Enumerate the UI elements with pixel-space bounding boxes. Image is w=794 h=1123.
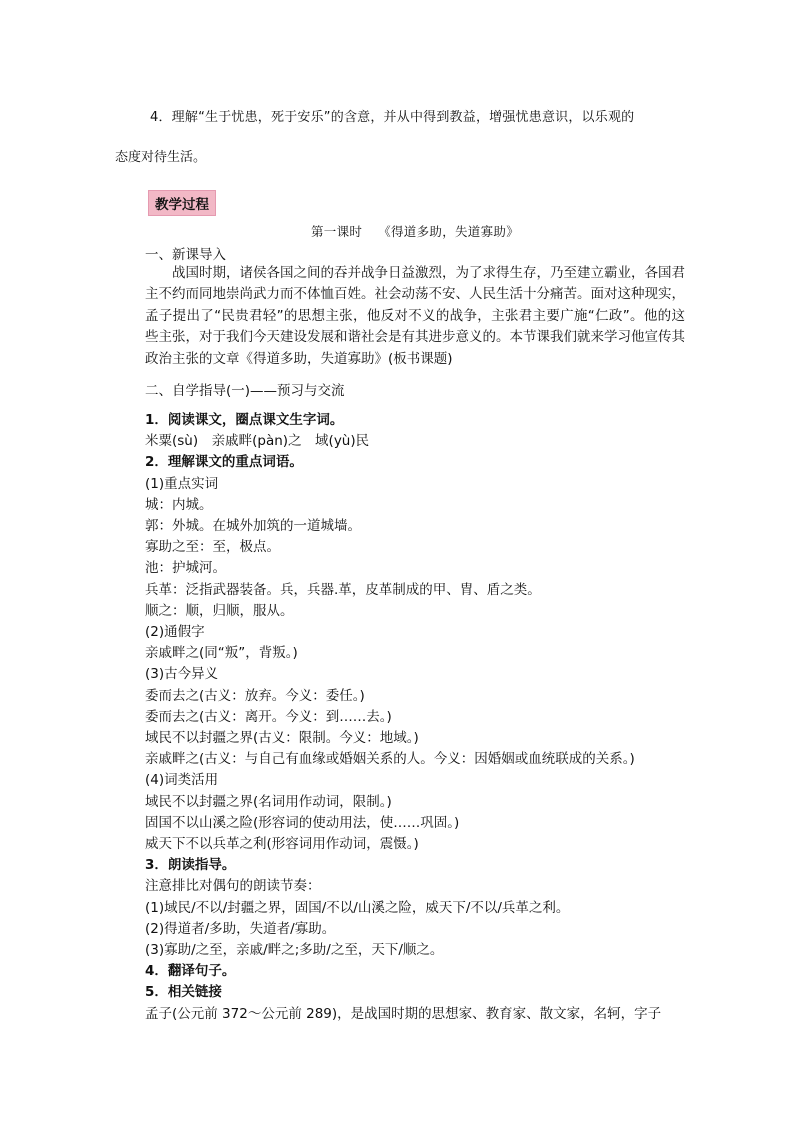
list-item: 5．相关链接 (145, 984, 222, 1001)
list-item: (3)古今异义 (145, 666, 219, 683)
list-item: (2)得道者/多助，失道者/寡助。 (145, 920, 336, 937)
list-item: 池：护城河。 (145, 560, 226, 577)
list-item: 固国不以山溪之险(形容词的使动用法，使……巩固。) (145, 814, 460, 831)
list-item: (1)域民/不以/封疆之界，固国/不以/山溪之险，威天下/不以/兵革之利。 (145, 899, 570, 916)
list-item: 威天下不以兵革之利(形容词用作动词，震慑。) (145, 836, 419, 853)
list-item: 顺之：顺，归顺，服从。 (145, 602, 294, 619)
section-tag-teaching-process: 教学过程 (148, 190, 216, 216)
list-item: 2．理解课文的重点词语。 (145, 454, 303, 471)
list-item: 域民不以封疆之界(名词用作动词，限制。) (145, 793, 392, 810)
list-item: (1)重点实词 (145, 475, 219, 492)
list-item: (2)通假字 (145, 624, 205, 641)
list-item: 兵革：泛指武器装备。兵，兵器.革，皮革制成的甲、胄、盾之类。 (145, 581, 541, 598)
list-item: 注意排比对偶句的朗读节奏： (145, 878, 321, 895)
list-item: 亲戚畔之(古义：与自己有血缘或婚姻关系的人。今义：因婚姻或血统联成的关系。) (145, 751, 635, 768)
lesson-name: 《得道多助，失道寡助》 (378, 224, 519, 239)
objective-line-2: 态度对待生活。 (115, 150, 207, 165)
intro-paragraph: 战国时期，诸侯各国之间的吞并战争日益激烈，为了求得生存，乃至建立霸业，各国君主不约而同地崇尚武力而不体恤百姓。社会动荡不安、人民生活十分痛苦。面对这种现实，孟子提出了“民贵君轻”的思想主张，他反对不义的战争，主张君主要广施“仁政”。他的这些主张，对于我们今天建设发展和谐社会是有其进步意义的。本节课我们就来学习他宣传其政治主张的文章《得道多助，失道寡助》(板书课题) (145, 265, 685, 367)
objective-line-1: 4．理解“生于忧患，死于安乐”的含意，并从中得到教益，增强忧患意识，以乐观的 (150, 110, 635, 125)
list-item: 委而去之(古义：离开。今义：到……去。) (145, 708, 392, 725)
list-item: (3)寡助/之至，亲戚/畔之;多助/之至，天下/顺之。 (145, 942, 444, 959)
list-item: 4．翻译句子。 (145, 963, 236, 980)
study-items-list (145, 410, 685, 1025)
list-item: 域民不以封疆之界(古义：限制。今义：地域。) (145, 730, 419, 747)
list-item: (4)词类活用 (145, 772, 219, 789)
heading-new-lesson-intro: 一、新课导入 (145, 247, 226, 263)
list-item: 3．朗读指导。 (145, 857, 236, 874)
list-item: 1．阅读课文，圈点课文生字词。 (145, 412, 344, 428)
lesson-title (145, 222, 685, 240)
heading-self-study: 二、自学指导(一)——预习与交流 (145, 383, 345, 399)
list-item: 亲戚畔之(同“叛”，背叛。) (145, 645, 298, 662)
list-item: 孟子(公元前 372～公元前 289)，是战国时期的思想家、教育家、散文家，名轲，字子 (145, 1005, 662, 1022)
list-item: 城：内城。 (145, 496, 213, 513)
list-item: 米粟(sù) 亲戚畔(pàn)之 域(yù)民 (145, 433, 370, 450)
list-item: 郭：外城。在城外加筑的一道城墙。 (145, 518, 361, 535)
list-item: 寡助之至：至，极点。 (145, 539, 280, 556)
lesson-period: 第一课时 (310, 224, 363, 239)
list-item: 委而去之(古义：放弃。今义：委任。) (145, 687, 365, 704)
